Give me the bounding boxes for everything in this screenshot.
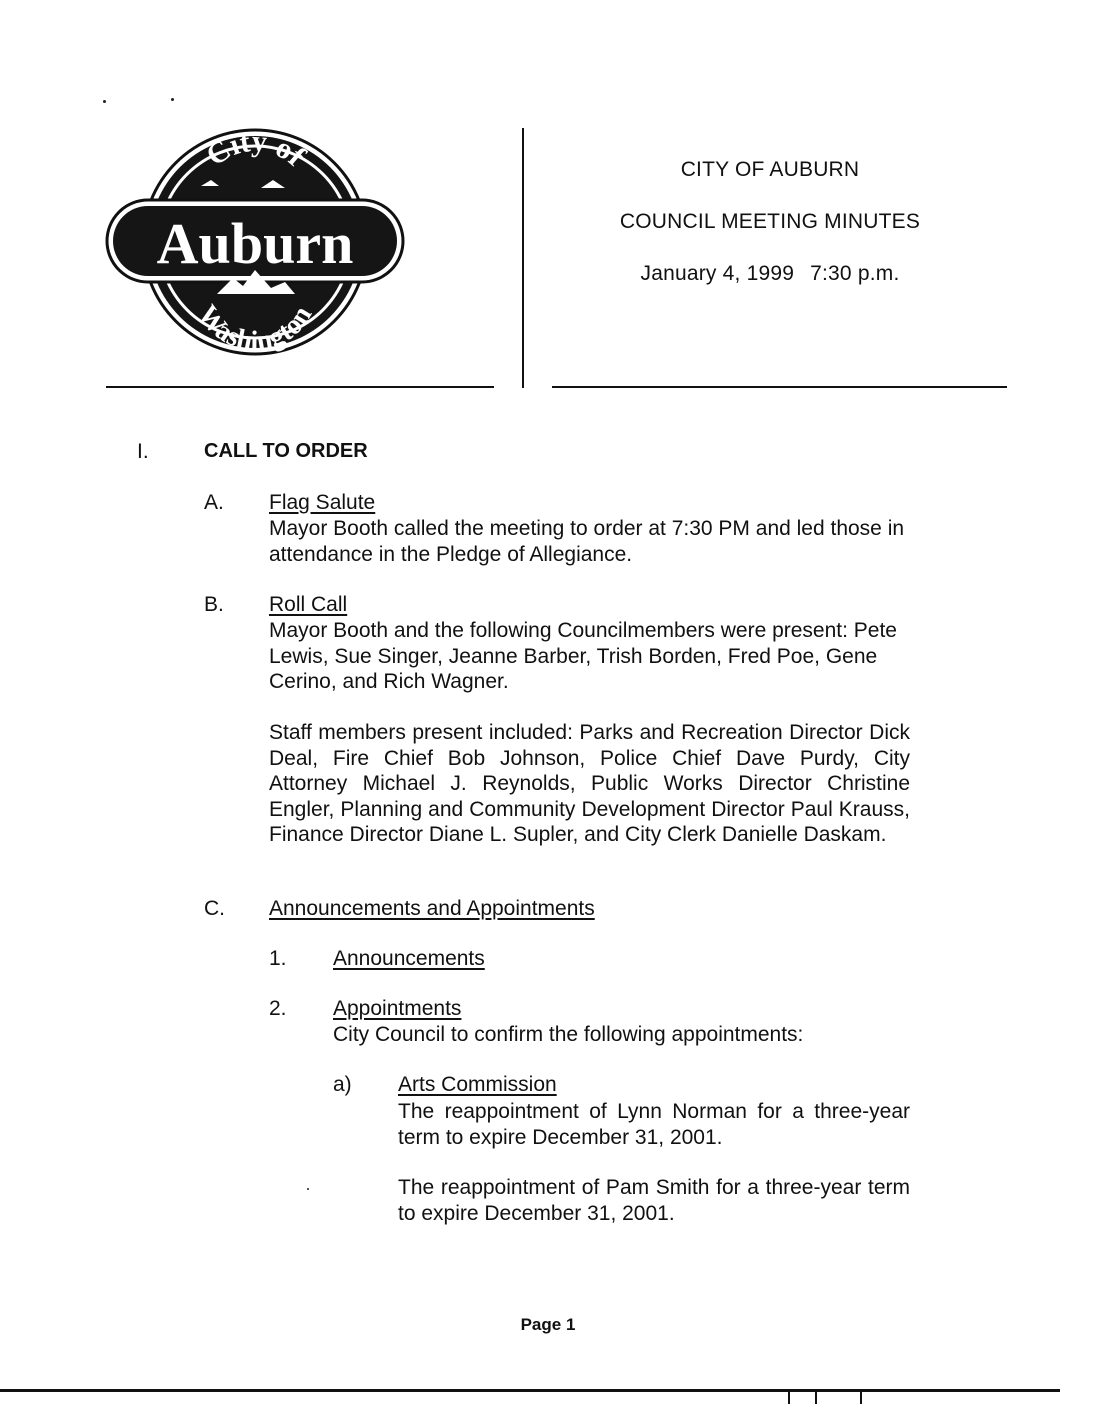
flag-salute-heading: Flag Salute	[269, 491, 376, 514]
roll-call-text: Mayor Booth and the following Councilmembers were present: Pete Lewis, Sue Singer, Jeanne Barber, Trish Borden, Fred Poe, Gene Cerino, and Rich Wagner.	[269, 619, 897, 693]
scan-speck	[307, 1188, 309, 1190]
city-logo	[105, 128, 405, 358]
subitem-number-2: 2.	[269, 997, 287, 1020]
appointments-heading: Appointments	[333, 997, 462, 1020]
logo-bottom-text: Washington	[191, 299, 319, 358]
section-title: CALL TO ORDER	[204, 440, 368, 462]
announcements-heading: Announcements	[333, 947, 485, 970]
scan-speck	[171, 98, 174, 101]
logo-name: Auburn	[156, 211, 354, 276]
scan-speck	[103, 100, 106, 103]
city-name: CITY OF AUBURN	[680, 158, 860, 181]
reappointment-smith: The reappointment of Pam Smith for a three-year term to expire December 31, 2001.	[398, 1176, 910, 1225]
arts-commission-heading: Arts Commission	[398, 1073, 557, 1096]
meeting-datetime	[560, 262, 980, 286]
subitem-number-1: 1.	[269, 947, 287, 970]
roll-call-heading: Roll Call	[269, 593, 348, 616]
announcements-appointments-heading: Announcements and Appointments	[269, 897, 595, 920]
footer-rule	[0, 1389, 1060, 1392]
item-letter-b: B.	[204, 593, 224, 616]
header-rule-right	[552, 386, 1007, 388]
subsub-letter-a: a)	[333, 1073, 352, 1096]
footer-tick	[860, 1392, 862, 1404]
reappointment-norman: The reappointment of Lynn Norman for a three-year term to expire December 31, 2001.	[398, 1100, 910, 1149]
meeting-date: January 4, 1999	[640, 262, 795, 285]
footer-tick	[788, 1392, 790, 1404]
item-letter-c: C.	[204, 897, 225, 920]
header-divider-vertical	[522, 128, 524, 388]
page-number: Page 1	[520, 1315, 576, 1334]
auburn-seal-icon	[105, 128, 405, 358]
staff-present-text: Staff members present included: Parks and Recreation Director Dick Deal, Fire Chief Bob Johnson, Police Chief Dave Purdy, City Attorney Michael J. Reynolds, Public Works Director Christine Engler, Planning and Community Development Director Paul Krauss, Finance Director Diane L. Supler, and City Clerk Danielle Daskam.	[269, 721, 910, 846]
item-letter-a: A.	[204, 491, 224, 514]
footer-tick	[815, 1392, 817, 1404]
logo-top-text: City of	[200, 128, 312, 173]
flag-salute-text: Mayor Booth called the meeting to order at 7:30 PM and led those in attendance in the Pledge of Allegiance.	[269, 517, 905, 566]
meeting-time: 7:30 p.m.	[810, 262, 900, 285]
document-title: COUNCIL MEETING MINUTES	[619, 210, 921, 233]
header-rule-left	[106, 386, 494, 388]
section-numeral: I.	[137, 440, 149, 463]
appointments-intro: City Council to confirm the following appointments:	[333, 1023, 804, 1046]
